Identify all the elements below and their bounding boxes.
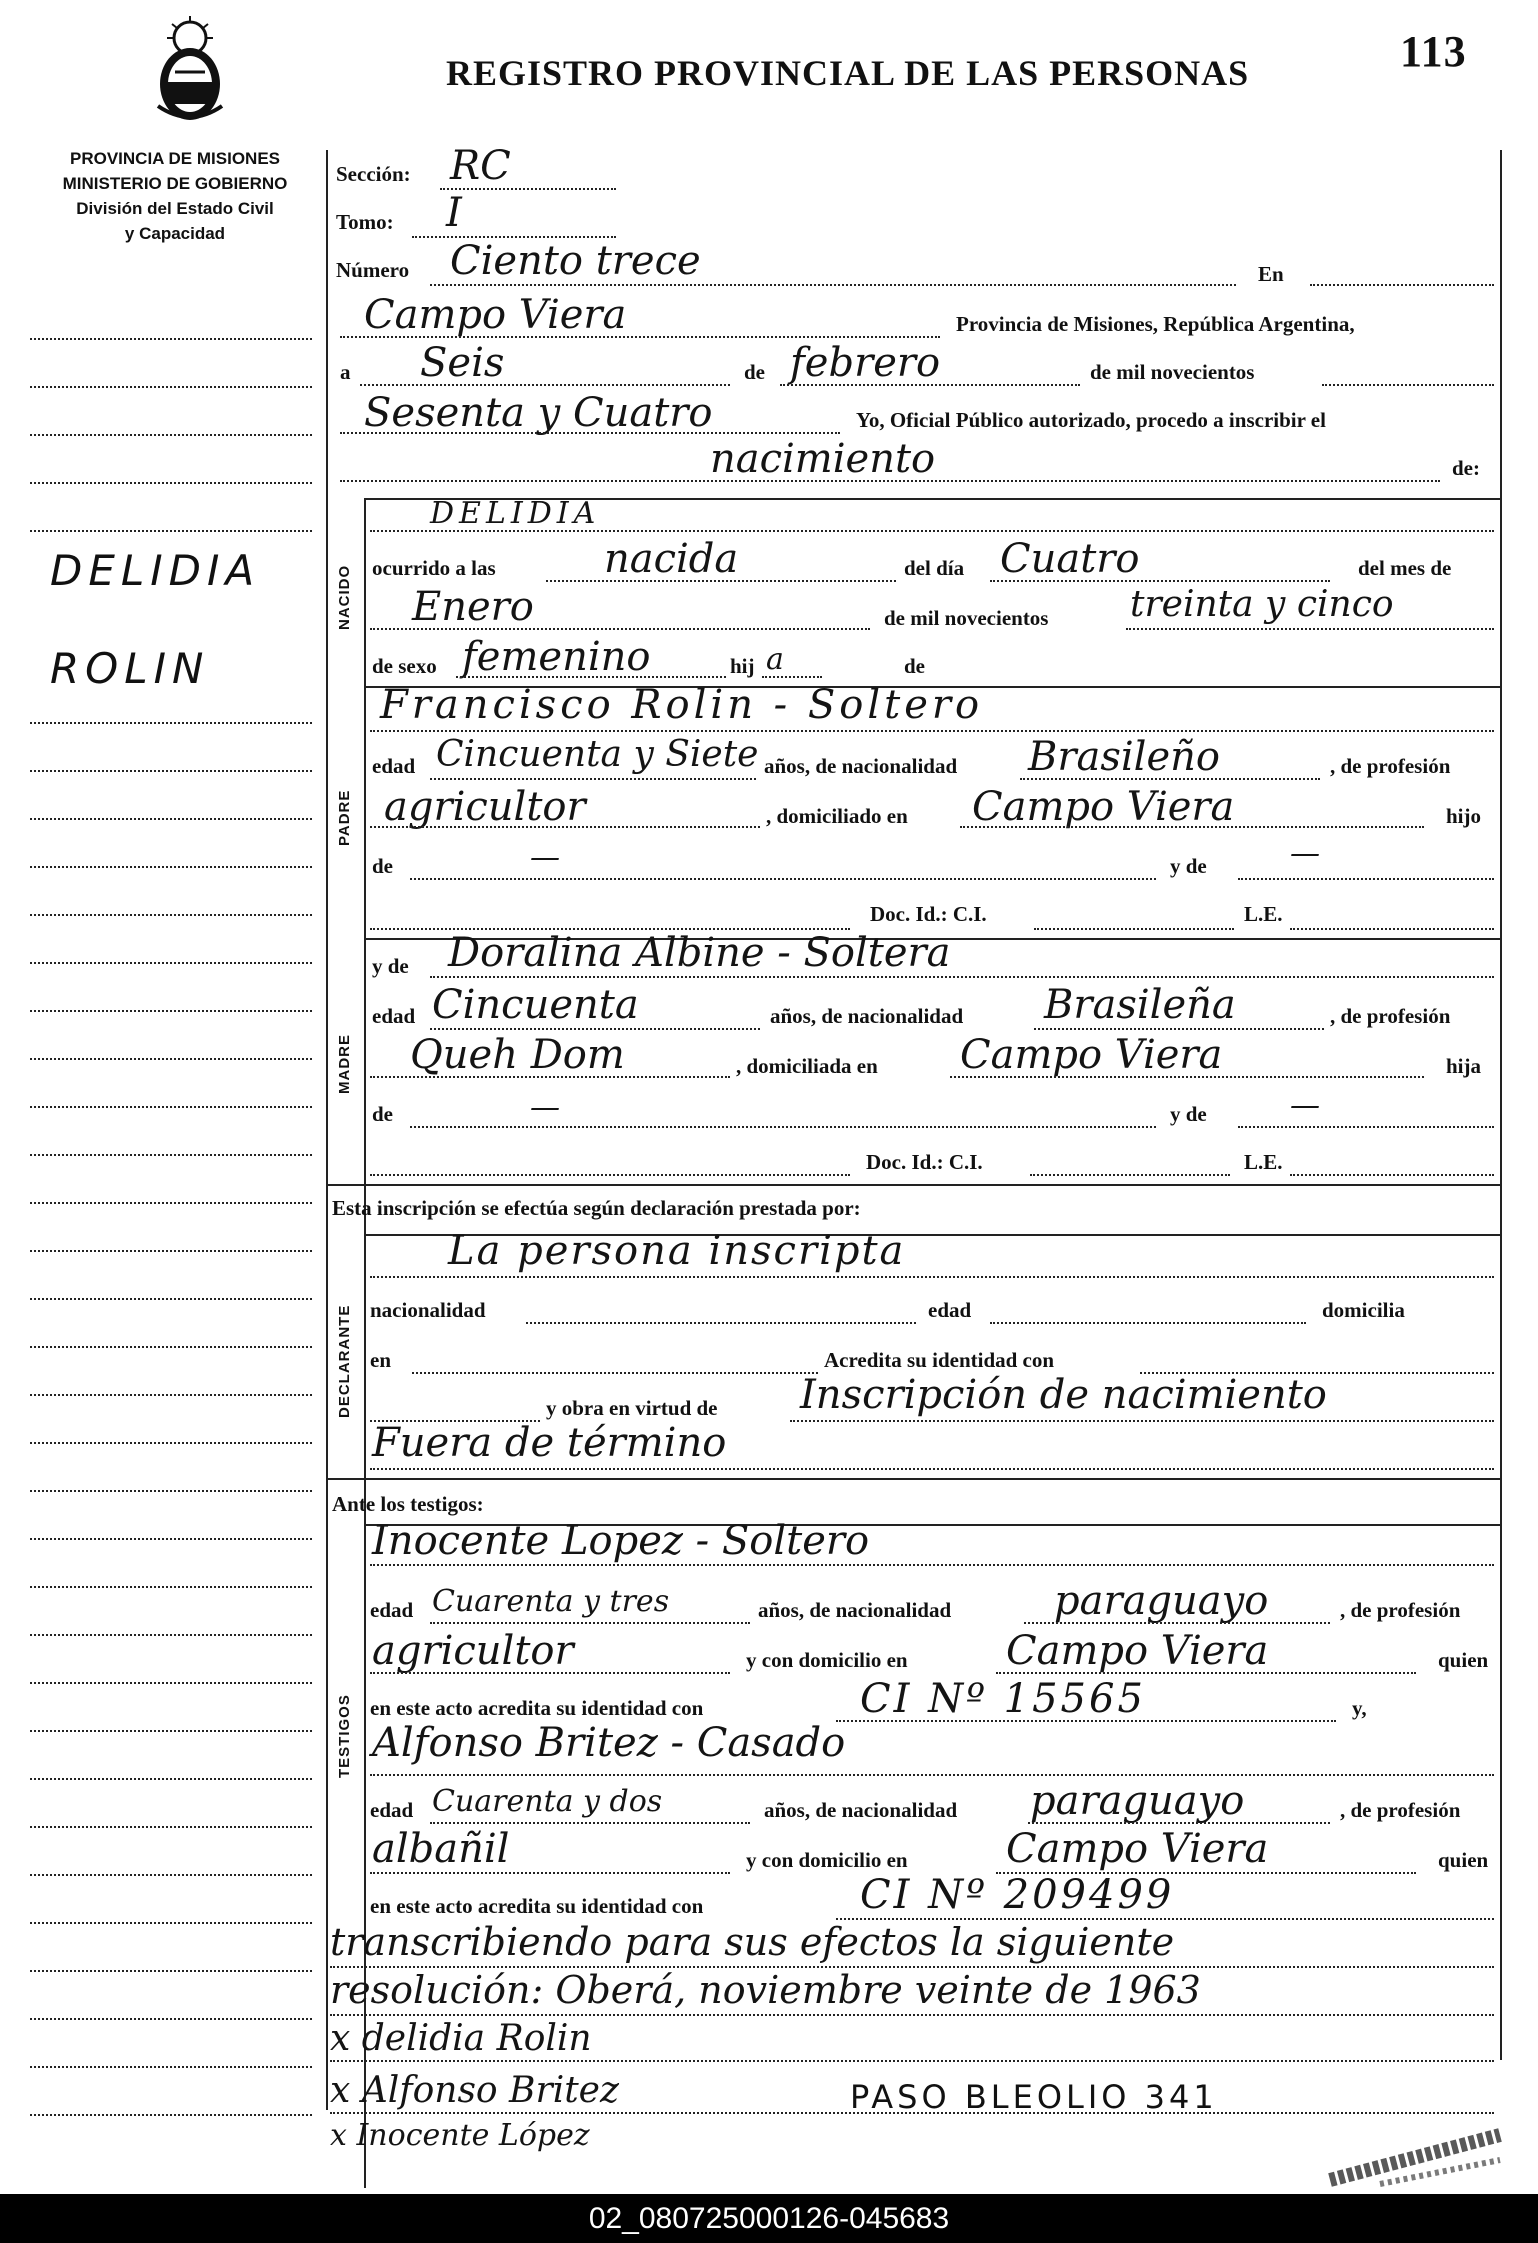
padre-yde-label: y de [1170, 854, 1207, 878]
madre-doc-line [1030, 1174, 1230, 1176]
padre-doc-line [1034, 928, 1234, 930]
oficial-label: Yo, Oficial Público autorizado, procedo a inscribir el [856, 408, 1326, 432]
dia-line [990, 580, 1330, 582]
sidebar-ruled-line [30, 1298, 312, 1300]
sidebar-ruled-line [30, 1970, 312, 1972]
sidebar-ruled-line [30, 1394, 312, 1396]
signature-3: x Inocente López [330, 2118, 590, 2153]
padre-nac-value: Brasileño [1028, 734, 1220, 780]
signature-2: x Alfonso Britez [330, 2070, 619, 2111]
note-line-2: resolución: Oberá, noviembre veinte de 1963 [330, 1968, 1201, 2012]
madre-name: Doralina Albine - Soltera [448, 930, 951, 976]
madre-yde-label: y de [372, 954, 409, 978]
madre-prof-value: Queh Dom [410, 1032, 625, 1078]
declarante-intro-rule [326, 1184, 1500, 1186]
sidebar-ruled-line [30, 914, 312, 916]
testigo2-prof-value: albañil [372, 1826, 510, 1872]
testigo2-prof-line [370, 1872, 730, 1874]
sexo-line [456, 676, 726, 678]
de-label: de [744, 360, 765, 384]
anio-line [1126, 628, 1494, 630]
sidebar-ruled-line [30, 1346, 312, 1348]
padre-nac-label: años, de nacionalidad [764, 754, 958, 778]
declarante-obra-line [790, 1420, 1494, 1422]
form-right-border [1500, 150, 1502, 2060]
del-dia-label: del día [904, 556, 965, 580]
hij-line [762, 676, 822, 678]
madre-edad-value: Cincuenta [432, 982, 639, 1028]
madre-blank-line [370, 1174, 850, 1176]
testigo2-edad-line [430, 1822, 750, 1824]
testigo1-edad-line [430, 1622, 750, 1624]
nacido-de-label: de [904, 654, 925, 678]
testigo1-id-line [836, 1720, 1336, 1722]
nacido-name-line [370, 530, 1494, 532]
madre-doc-label: Doc. Id.: C.I. [866, 1150, 983, 1174]
sidebar-ruled-line [30, 866, 312, 868]
testigo1-name: Inocente Lopez - Soltero [372, 1518, 870, 1564]
padre-prof-value: agricultor [384, 784, 586, 830]
padre-dom-label: , domiciliado en [766, 804, 908, 828]
testigo1-nac-value: paraguayo [1054, 1578, 1269, 1624]
madre-nac-line [1034, 1028, 1324, 1030]
declarante-nac-label: nacionalidad [370, 1298, 486, 1322]
testigo1-dom-line [996, 1672, 1416, 1674]
sidebar-ruled-line [30, 1826, 312, 1828]
testigo2-acredita-label: en este acto acredita su identidad con [370, 1894, 704, 1918]
declarante-edad-label: edad [928, 1298, 972, 1322]
seccion-line [440, 188, 616, 190]
sidebar-capacity: y Capacidad [124, 224, 226, 243]
testigo2-name: Alfonso Britez - Casado [372, 1720, 846, 1766]
sidebar-ruled-line [30, 1682, 312, 1684]
sidebar-ruled-line [30, 1490, 312, 1492]
sidebar-ruled-line [30, 1874, 312, 1876]
declarante-section-label: DECLARANTE [336, 1304, 353, 1418]
sidebar-ruled-line [30, 1634, 312, 1636]
madre-nac-value: Brasileña [1044, 982, 1236, 1028]
sidebar-name-first: DELIDIA [50, 546, 261, 595]
sidebar-ruled-line [30, 1106, 312, 1108]
mes-value: Enero [412, 584, 534, 630]
de2-label: de: [1452, 456, 1480, 480]
acto-value: nacimiento [710, 436, 936, 482]
hij-label: hij [730, 654, 755, 678]
testigo2-nac-label: años, de nacionalidad [764, 1798, 958, 1822]
padre-de-line [410, 878, 1156, 880]
month-value: febrero [790, 340, 941, 386]
seccion-value: RC [450, 143, 511, 189]
official-stamp [1320, 2120, 1510, 2190]
sidebar-ruled-line [30, 1010, 312, 1012]
hij-value: a [766, 642, 784, 677]
numero-value: Ciento trece [450, 238, 701, 284]
nacido-section-label: NACIDO [336, 564, 353, 630]
mes-line [370, 628, 870, 630]
numero-label: Número [336, 258, 410, 282]
testigos-intro-rule [326, 1478, 1500, 1480]
page-number: 113 [1400, 27, 1467, 76]
testigo1-edad-value: Cuarenta y tres [432, 1584, 670, 1619]
testigo2-nac-value: paraguayo [1030, 1778, 1245, 1824]
sidebar-ruled-line [30, 722, 312, 724]
hijo-label: hijo [1446, 804, 1482, 828]
testigo1-quien-label: quien [1438, 1648, 1489, 1672]
testigo1-edad-label: edad [370, 1598, 414, 1622]
declarante-obra-value2: Fuera de término [372, 1420, 727, 1466]
declarante-obra-line2 [370, 1468, 1494, 1470]
testigos-intro: Ante los testigos: [332, 1492, 484, 1516]
sexo-value: femenino [462, 634, 651, 680]
padre-edad-value: Cincuenta y Siete [436, 734, 759, 775]
testigo2-dom-value: Campo Viera [1006, 1826, 1269, 1872]
testigo1-acredita-label: en este acto acredita su identidad con [370, 1696, 704, 1720]
a-label: a [340, 360, 351, 384]
tomo-label: Tomo: [336, 210, 394, 234]
testigo1-dom-value: Campo Viera [1006, 1628, 1269, 1674]
declarante-name-line [370, 1276, 1494, 1278]
testigo2-dom-label: y con domicilio en [746, 1848, 908, 1872]
padre-name: Francisco Rolin - Soltero [380, 682, 984, 728]
anio-value: treinta y cinco [1130, 584, 1394, 625]
padre-de-label: de [372, 854, 393, 878]
note-line-1: transcribiendo para sus efectos la siguiente [330, 1920, 1175, 1964]
testigo1-nac-line [1024, 1622, 1330, 1624]
padre-section-label: PADRE [336, 789, 353, 846]
madre-nac-label: años, de nacionalidad [770, 1004, 964, 1028]
testigo1-name-line [370, 1564, 1494, 1566]
tomo-value: I [446, 190, 462, 236]
ocurrido-value: nacida [604, 536, 739, 582]
note-rule-4 [330, 2112, 1494, 2114]
sidebar-ruled-line [30, 818, 312, 820]
form-left-border [326, 150, 328, 2110]
madre-section-label: MADRE [336, 1034, 353, 1094]
declarante-en-label: en [370, 1348, 391, 1372]
sidebar-ruled-line [30, 482, 312, 484]
madre-yde2-line [1238, 1126, 1494, 1128]
declarante-intro: Esta inscripción se efectúa según declaración prestada por: [332, 1196, 861, 1220]
testigo2-prof-label: , de profesión [1340, 1798, 1461, 1822]
padre-edad-line [430, 778, 756, 780]
signature-1: x delidia Rolin [330, 2018, 592, 2059]
sidebar-name-last: ROLIN [50, 644, 210, 693]
sidebar-ruled-line [30, 1202, 312, 1204]
sidebar-ruled-line [30, 1730, 312, 1732]
testigo-y-label: y, [1352, 1696, 1367, 1720]
madre-edad-line [430, 1028, 760, 1030]
madre-edad-label: edad [372, 1004, 416, 1028]
testigo2-name-line [370, 1774, 1494, 1776]
sidebar-ruled-line [30, 386, 312, 388]
madre-le-label: L.E. [1244, 1150, 1283, 1174]
madre-le-line [1290, 1174, 1494, 1176]
padre-prof-label: , de profesión [1330, 754, 1451, 778]
padre-dom-line [960, 826, 1424, 828]
padre-yde-value: — [1290, 836, 1320, 871]
sidebar-ruled-line [30, 2066, 312, 2068]
sidebar-ruled-line [30, 1442, 312, 1444]
day-value: Seis [420, 340, 505, 386]
day-line [360, 384, 730, 386]
place-value: Campo Viera [364, 292, 627, 338]
sidebar-ruled-line [30, 1586, 312, 1588]
sidebar-ruled-line [30, 1778, 312, 1780]
ocurrido-label: ocurrido a las [372, 556, 496, 580]
declarante-name: La persona inscripta [448, 1228, 906, 1274]
sidebar-ruled-line [30, 962, 312, 964]
padre-yde-line [1238, 878, 1494, 880]
madre-prof-label: , de profesión [1330, 1004, 1451, 1028]
sidebar-ruled-line [30, 2114, 312, 2116]
padre-le-line [1290, 928, 1494, 930]
sidebar-ruled-line [30, 1154, 312, 1156]
year-value: Sesenta y Cuatro [364, 390, 713, 436]
month-line [780, 384, 1080, 386]
madre-dom-value: Campo Viera [960, 1032, 1223, 1078]
madre-yde2-label: y de [1170, 1102, 1207, 1126]
declarante-en-line [412, 1372, 818, 1374]
sidebar-heading [30, 146, 320, 246]
madre-name-line [430, 976, 1494, 978]
testigo1-id-value: CI Nº 15565 [860, 1676, 1146, 1722]
declarante-acredita-label: Acredita su identidad con [824, 1348, 1055, 1372]
testigo1-prof-label: , de profesión [1340, 1598, 1461, 1622]
testigo1-prof-line [370, 1672, 730, 1674]
mil-label: de mil novecientos [1090, 360, 1255, 384]
sidebar-ruled-line [30, 1922, 312, 1924]
padre-edad-label: edad [372, 754, 416, 778]
madre-dom-label: , domiciliada en [736, 1054, 878, 1078]
signature-2-annotation: PASO BLEOLIO 341 [850, 2078, 1218, 2116]
del-mes-label: del mes de [1358, 556, 1452, 580]
seccion-label: Sección: [336, 162, 411, 186]
padre-nac-line [1020, 778, 1320, 780]
testigo1-nac-label: años, de nacionalidad [758, 1598, 952, 1622]
padre-name-line [370, 730, 1494, 732]
sidebar-ruled-line [30, 434, 312, 436]
testigos-section-label: TESTIGOS [336, 1694, 353, 1778]
sidebar-ruled-line [30, 2018, 312, 2020]
sidebar-ruled-line [30, 770, 312, 772]
numero-line [430, 284, 1236, 286]
madre-prof-line [370, 1076, 730, 1078]
document-title: REGISTRO PROVINCIAL DE LAS PERSONAS [446, 53, 1250, 93]
testigo2-edad-label: edad [370, 1798, 414, 1822]
madre-dom-line [950, 1076, 1424, 1078]
mil-line [1322, 384, 1494, 386]
madre-yde2-value: — [1290, 1088, 1320, 1123]
testigo2-edad-value: Cuarenta y dos [432, 1784, 663, 1819]
nacido-name: DELIDIA [430, 496, 601, 531]
madre-de-label: de [372, 1102, 393, 1126]
testigo2-id-value: CI Nº 209499 [860, 1872, 1175, 1918]
declarante-obra-label: y obra en virtud de [546, 1396, 718, 1420]
declarante-dom-label: domicilia [1322, 1298, 1405, 1322]
sidebar-division: División del Estado Civil [76, 199, 274, 218]
mil-novecientos-label: de mil novecientos [884, 606, 1049, 630]
sidebar-province: PROVINCIA DE MISIONES [69, 149, 280, 168]
declarante-edad-line [990, 1322, 1306, 1324]
en-line [1310, 284, 1494, 286]
padre-dom-value: Campo Viera [972, 784, 1235, 830]
sidebar-ruled-line [30, 1250, 312, 1252]
padre-doc-label: Doc. Id.: C.I. [870, 902, 987, 926]
sidebar-ministry: MINISTERIO DE GOBIERNO [62, 174, 288, 193]
madre-de-value: — [530, 1090, 560, 1125]
provincia-label: Provincia de Misiones, República Argentina, [956, 312, 1355, 336]
declarante-nac-line [526, 1322, 916, 1324]
note-rule-3 [330, 2060, 1494, 2062]
acto-line [340, 480, 1440, 482]
sidebar-ruled-line [30, 1538, 312, 1540]
ocurrido-line [546, 580, 896, 582]
dia-value: Cuatro [1000, 536, 1140, 582]
footer-id: 02_080725000126-045683 [0, 2194, 1538, 2243]
place-line [340, 336, 940, 338]
padre-le-label: L.E. [1244, 902, 1283, 926]
padre-de-value: — [530, 840, 560, 875]
madre-de-line [410, 1126, 1156, 1128]
note-rule-2 [330, 2014, 1494, 2016]
testigo2-nac-line [1028, 1822, 1330, 1824]
sexo-label: de sexo [372, 654, 437, 678]
testigo2-quien-label: quien [1438, 1848, 1489, 1872]
declarante-obra-value: Inscripción de nacimiento [800, 1372, 1327, 1418]
testigo1-dom-label: y con domicilio en [746, 1648, 908, 1672]
year-line [340, 432, 840, 434]
hija-label: hija [1446, 1054, 1482, 1078]
coat-of-arms-emblem [140, 16, 240, 126]
sidebar-ruled-line [30, 338, 312, 340]
sidebar-ruled-line [30, 1058, 312, 1060]
testigo1-prof-value: agricultor [372, 1628, 574, 1674]
padre-prof-line [370, 826, 760, 828]
sidebar-ruled-line [30, 530, 312, 532]
en-label: En [1258, 262, 1284, 286]
